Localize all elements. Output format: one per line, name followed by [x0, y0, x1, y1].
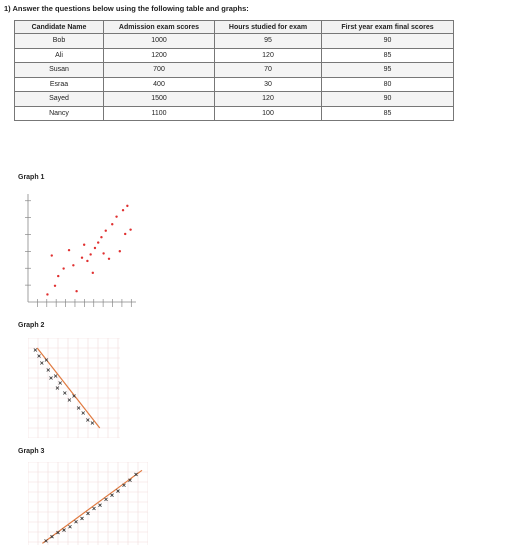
table-cell: 1500 [104, 92, 215, 107]
data-point [81, 517, 84, 520]
table-cell: 95 [322, 63, 454, 78]
table-cell: Ali [15, 48, 104, 63]
data-point [86, 260, 88, 262]
data-point [119, 250, 121, 252]
header-hours-studied: Hours studied for exam [215, 21, 322, 34]
header-final-scores: First year exam final scores [322, 21, 454, 34]
graph-3-scatter [28, 462, 148, 545]
table-header-row [15, 21, 454, 34]
table-cell: 100 [215, 106, 322, 121]
header-admission-scores: Admission exam scores [104, 21, 215, 34]
table-cell: Sayed [15, 92, 104, 107]
data-point [81, 257, 83, 259]
data-point [115, 215, 117, 217]
data-point [40, 362, 43, 365]
data-point [126, 205, 128, 207]
question-text: 1) Answer the questions below using the following table and graphs: [4, 4, 249, 13]
graph-3-label: Graph 3 [18, 448, 45, 455]
header-candidate-name: Candidate Name [15, 21, 104, 34]
data-point [111, 494, 114, 497]
data-point [108, 258, 110, 260]
data-point [129, 228, 131, 230]
table-row [15, 92, 454, 107]
table-cell: 90 [322, 34, 454, 49]
data-point [122, 209, 124, 211]
table-cell: 30 [215, 77, 322, 92]
data-point [59, 382, 62, 385]
table-row [15, 48, 454, 63]
graph-1-scatter [20, 186, 140, 318]
table-cell: Bob [15, 34, 104, 49]
table-cell: Nancy [15, 106, 104, 121]
table-cell: 1000 [104, 34, 215, 49]
graph-2-label: Graph 2 [18, 322, 45, 329]
data-point [57, 275, 59, 277]
table-cell: 1100 [104, 106, 215, 121]
data-point [94, 247, 96, 249]
table-cell: 80 [322, 77, 454, 92]
table-cell: 120 [215, 48, 322, 63]
table-row [15, 63, 454, 78]
data-point [97, 241, 99, 243]
data-point [93, 507, 96, 510]
data-point [46, 293, 48, 295]
data-point [99, 504, 102, 507]
data-point [72, 264, 74, 266]
data-point [111, 223, 113, 225]
table-cell: 95 [215, 34, 322, 49]
data-point [34, 349, 37, 352]
data-point [62, 267, 64, 269]
table-cell: 85 [322, 106, 454, 121]
table-cell: 1200 [104, 48, 215, 63]
data-point [91, 422, 94, 425]
data-point [83, 244, 85, 246]
table-cell: 120 [215, 92, 322, 107]
graph-2-scatter [28, 338, 120, 438]
data-point [100, 236, 102, 238]
data-point [124, 233, 126, 235]
table-cell: 85 [322, 48, 454, 63]
graph-1-label: Graph 1 [18, 174, 45, 181]
table-cell: 90 [322, 92, 454, 107]
table-cell: Esraa [15, 77, 104, 92]
table-row [15, 34, 454, 49]
table-cell: 700 [104, 63, 215, 78]
data-point [92, 272, 94, 274]
data-point [89, 253, 91, 255]
data-point [75, 290, 77, 292]
data-point [63, 392, 66, 395]
data-point [54, 285, 56, 287]
table-cell: 400 [104, 77, 215, 92]
table-row [15, 106, 454, 121]
data-point [102, 252, 104, 254]
data-point [68, 399, 71, 402]
data-point [54, 375, 57, 378]
data-point [68, 249, 70, 251]
data-point [51, 254, 53, 256]
data-point [69, 525, 72, 528]
data-point [82, 412, 85, 415]
data-point [63, 529, 66, 532]
table-cell: 70 [215, 63, 322, 78]
data-point [105, 498, 108, 501]
data-table [14, 20, 454, 121]
table-row [15, 77, 454, 92]
table-cell: Susan [15, 63, 104, 78]
data-point [105, 230, 107, 232]
